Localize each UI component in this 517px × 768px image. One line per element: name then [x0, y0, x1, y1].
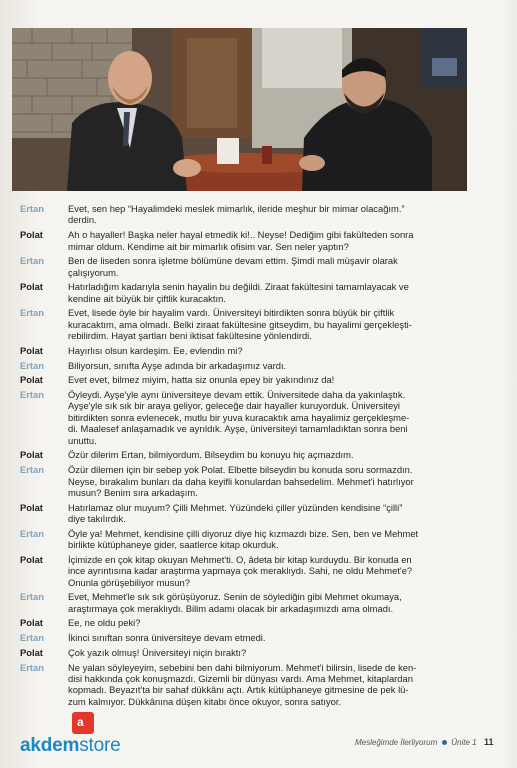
dialogue-line	[20, 307, 482, 341]
logo-brand-rest: store	[79, 735, 121, 756]
speaker-name: Ertan	[20, 591, 44, 603]
speaker-name: Polat	[20, 501, 43, 513]
dialogue-text: Hayırlısı olsun kardeşim. Ee, evlendin mi?	[68, 344, 243, 356]
speaker-name: Ertan	[20, 203, 44, 214]
speaker-name: Ertan	[20, 464, 44, 476]
dialogue-line	[20, 632, 482, 643]
dialogue-text: Ah o hayaller! Başka neler hayal etmedik ki!.. Neyse! Dediğim gibi faküIteden sonra mimar oldum. Kendime ait bir mimarlık ofisim var. Sen neler yaptın?	[68, 229, 414, 252]
dialogue-line	[20, 591, 482, 614]
dialogue-text: Evet, sen hep “Hayalimdeki meslek mimarlık, ileride meşhur bir mimar olacağım.” derdin.	[68, 203, 405, 226]
speaker-name: Polat	[20, 229, 43, 241]
speaker-name: Ertan	[20, 307, 44, 319]
speaker-name: Polat	[20, 449, 43, 461]
store-logo	[20, 735, 120, 757]
dialogue-line	[20, 374, 482, 385]
speaker-name: Ertan	[20, 255, 44, 267]
footer-chapter: Mesleğimde İlerliyorum	[355, 738, 438, 747]
dialogue-text: Ee, ne oldu peki?	[68, 617, 141, 629]
speaker-name: Polat	[20, 617, 43, 629]
dialogue-line	[20, 502, 482, 525]
dialogue-line	[20, 345, 482, 356]
dialogue-text: İçimizde en çok kitap okuyan Mehmet'ti. O, âdeta bir kitap kurduydu. Bir konuda en ince ayrıntısına kadar araştırma yapmaya çok meraklıydı. Sahi, ne oldu Mehmet'e? Onunla görüşebiliyor musun?	[68, 553, 413, 588]
dialogue-text: Evet evet, bilmez miyim, hatta siz onunla epey bir yakındınız da!	[68, 374, 335, 386]
dialogue-text: Hatırlamaz olur muyum? Çilli Mehmet. Yüzündeki çiller yüzünden kendisine “çilli” diye takılırdık.	[68, 501, 403, 525]
speaker-name: Polat	[20, 344, 43, 356]
dialogue-line	[20, 464, 482, 498]
dialogue-line	[20, 647, 482, 658]
dialogue-text: İkinci sınıftan sonra üniversiteye devam etmedi.	[68, 632, 266, 644]
dialogue-line	[20, 360, 482, 371]
logo-brand-bold: akdem	[20, 735, 80, 756]
dialogue-line	[20, 449, 482, 460]
dialogue-text: Biliyorsun, sınıfta Ayşe adında bir arkadaşımız vardı.	[68, 359, 287, 371]
dialogue-line	[20, 229, 482, 252]
dialogue-text: Özür dilerim Ertan, bilmiyordum. Bilseydim bu konuyu hiç açmazdım.	[68, 449, 354, 461]
dialogue-line	[20, 255, 482, 278]
dialogue-line	[20, 203, 482, 226]
dialogue-text: Ne yalan söyleyeyim, sebebini ben dahi bilmiyorum. Mehmet'i bilirsin, lisede de ken- disi hakkında çok konuşmazdı. Gizemli bir dünyası vardı. Ama Mehmet, kitaplardan kopmadı. Beyazıt'ta bir sahaf dükkânı açtı. Artık kütüphaneye gitmesine de pek lü- zum kalmıyor. Dükkânına düşen kitabı önce okuyor, sonra satıyor.	[68, 661, 417, 707]
speaker-name: Polat	[20, 281, 43, 293]
dialogue-text: Öyle ya! Mehmet, kendisine çilli diyoruz diye hiç kızmazdı bize. Sen, ben ve Mehmet birlikte kütüphaneye gider, saatlerce kitap okurduk.	[68, 527, 419, 551]
speaker-name: Ertan	[20, 632, 44, 644]
dialogue-text: Evet, Mehmet'le sık sık görüşüyoruz. Senin de söylediğin gibi Mehmet okumaya, araştırmaya çok meraklıydı. Bilim adamı olacak bir arkadaşımızdı ama olmadı.	[68, 591, 402, 614]
store-logo-icon	[72, 712, 94, 734]
dialogue-line	[20, 617, 482, 628]
speaker-name: Polat	[20, 374, 43, 386]
dialogue-photo	[12, 28, 467, 191]
dialogue-text: Hatırladığım kadarıyla senin hayalin bu değildi. Ziraat fakültesini tamamlayacak ve kendine ait büyük bir çiftlik kuracaktın.	[68, 281, 409, 304]
speaker-name: Ertan	[20, 359, 44, 371]
dialogue-line	[20, 662, 482, 708]
page-number: 11	[484, 737, 494, 747]
speaker-name: Polat	[20, 553, 43, 565]
dialogue-line	[20, 389, 482, 446]
dialogue-text: Çok yazık olmuş! Üniversiteyi niçin bıraktı?	[68, 646, 247, 658]
dialogue-line	[20, 528, 482, 551]
dialogue-text: Evet, lisede öyle bir hayalim vardı. Üniversiteyi bitirdikten sonra büyük bir çiftlik kuracaktım, ama olmadı. Belki ziraat fakültesine gitseydim, bu hayalimi gerçekleşti- rebilirdim. Hayat şartları beni iktisat fakültesine yönlendirdi.	[68, 307, 412, 342]
footer-unit: Ünite 1	[451, 738, 477, 747]
logo-badge-letter: a	[77, 715, 84, 729]
speaker-name: Polat	[20, 646, 43, 658]
speaker-name: Ertan	[20, 527, 44, 539]
dialogue-text: Öyleydi. Ayşe'yle aynı üniversiteye devam ettik. Üniversitede daha da yakınlaştık. Ayşe'yle sık sık bir araya geliyor, geleceğe dair hayaller kuruyorduk. Üniversiteyi bitirdikten sonra evlenecek, mutlu bir yuva kuracaktık ama hayalimiz gerçekleşme- di. Maalesef anlaşamadık ve ayrıldık. Ayşe, üniversiteyi tamamladıktan sonra beni unuttu.	[68, 389, 410, 446]
dialogue-line	[20, 554, 482, 588]
dialogue-text: Özür dilemen için bir sebep yok Polat. Elbette bilseydin bu konuda soru sormazdın. Neyse, bırakalım bunları da daha keyifli konulardan bahsedelim. Mehmet'i hatırlıyor musun? Benim sıra arkadaşım.	[68, 464, 414, 498]
speaker-name: Ertan	[20, 661, 44, 673]
dialogue-text: Ben de liseden sonra işletme bölümüne devam ettim. Şimdi mali müşavir olarak çalışıyorum.	[68, 255, 398, 278]
dialogue-line	[20, 281, 482, 304]
speaker-name: Ertan	[20, 389, 44, 401]
bullet-icon	[442, 740, 447, 745]
footer-running-head	[355, 738, 477, 747]
dialogue	[20, 203, 482, 710]
